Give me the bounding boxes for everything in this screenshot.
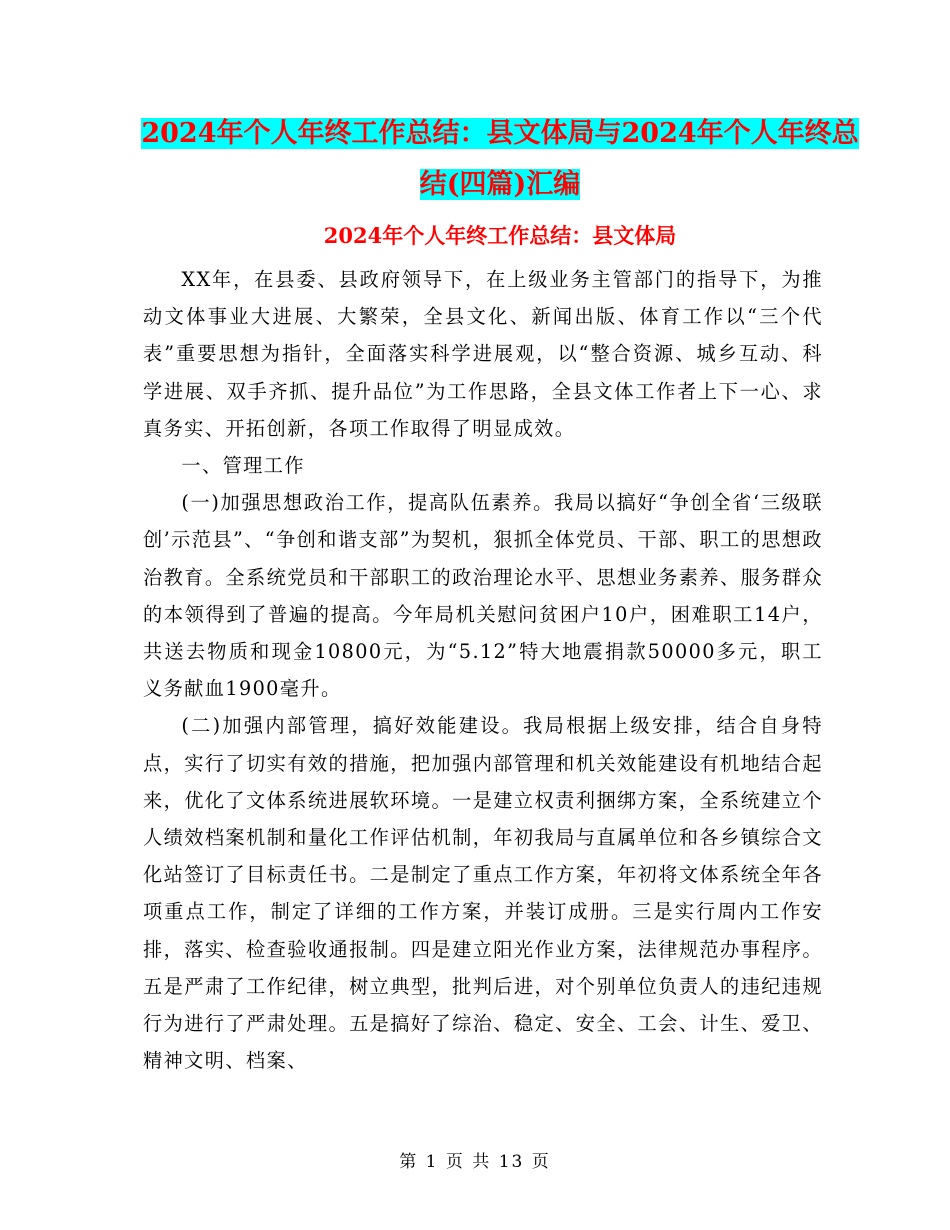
paragraph-intro: XX年，在县委、县政府领导下，在上级业务主管部门的指导下，为推动文体事业大进展、大繁荣，全县文化、新闻出版、体育工作以“三个代表”重要思想为指针，全面落实科学进展观，以“整合资源、城乡互动、科学进展、双手齐抓、提升品位”为工作思路，全县文体工作者上下一心、求真务实、开拓创新，各项工作取得了明显成效。 <box>143 268 823 440</box>
paragraph-internal-management: (二)加强内部管理，搞好效能建设。我局根据上级安排，结合自身特点，实行了切实有效的措施，把加强内部管理和机关效能建设有机地结合起来，优化了文体系统进展软环境。一是建立权责利捆绑方案，全系统建立个人绩效档案机制和量化工作评估机制，年初我局与直属单位和各乡镇综合文化站签订了目标责任书。二是制定了重点工作方案，年初将文体系统全年各项重点工作，制定了详细的工作方案，并装订成册。三是实行周内工作安排，落实、检查验收通报制。四是建立阳光作业方案，法律规范办事程序。五是严肃了工作纪律，树立典型，批判后进，对个别单位负责人的违纪违规行为进行了严肃处理。五是搞好了综治、稳定、安全、工会、计生、爱卫、精神文明、档案、 <box>143 714 823 1073</box>
paragraph-political-work: (一)加强思想政治工作，提高队伍素养。我局以搞好“争创全省‘三级联创’示范县”、“争创和谐支部”为契机，狠抓全体党员、干部、职工的思想政治教育。全系统党员和干部职工的政治理论水平、思想业务素养、服务群众的本领得到了普遍的提高。今年局机关慰问贫困户10户，困难职工14户，共送去物质和现金10800元，为“5.12”特大地震捐款50000多元，职工义务献血1900毫升。 <box>143 491 823 701</box>
section-title: 2024年个人年终工作总结：县文体局 <box>323 223 677 248</box>
document-body <box>143 261 823 1079</box>
document-title <box>140 108 860 210</box>
document-title-text: 2024年个人年终工作总结：县文体局与2024年个人年终总结(四篇)汇编 <box>141 118 859 200</box>
heading-management-work: 一、管理工作 <box>181 454 305 478</box>
page-footer: 第 1 页 共 13 页 <box>399 1152 551 1172</box>
